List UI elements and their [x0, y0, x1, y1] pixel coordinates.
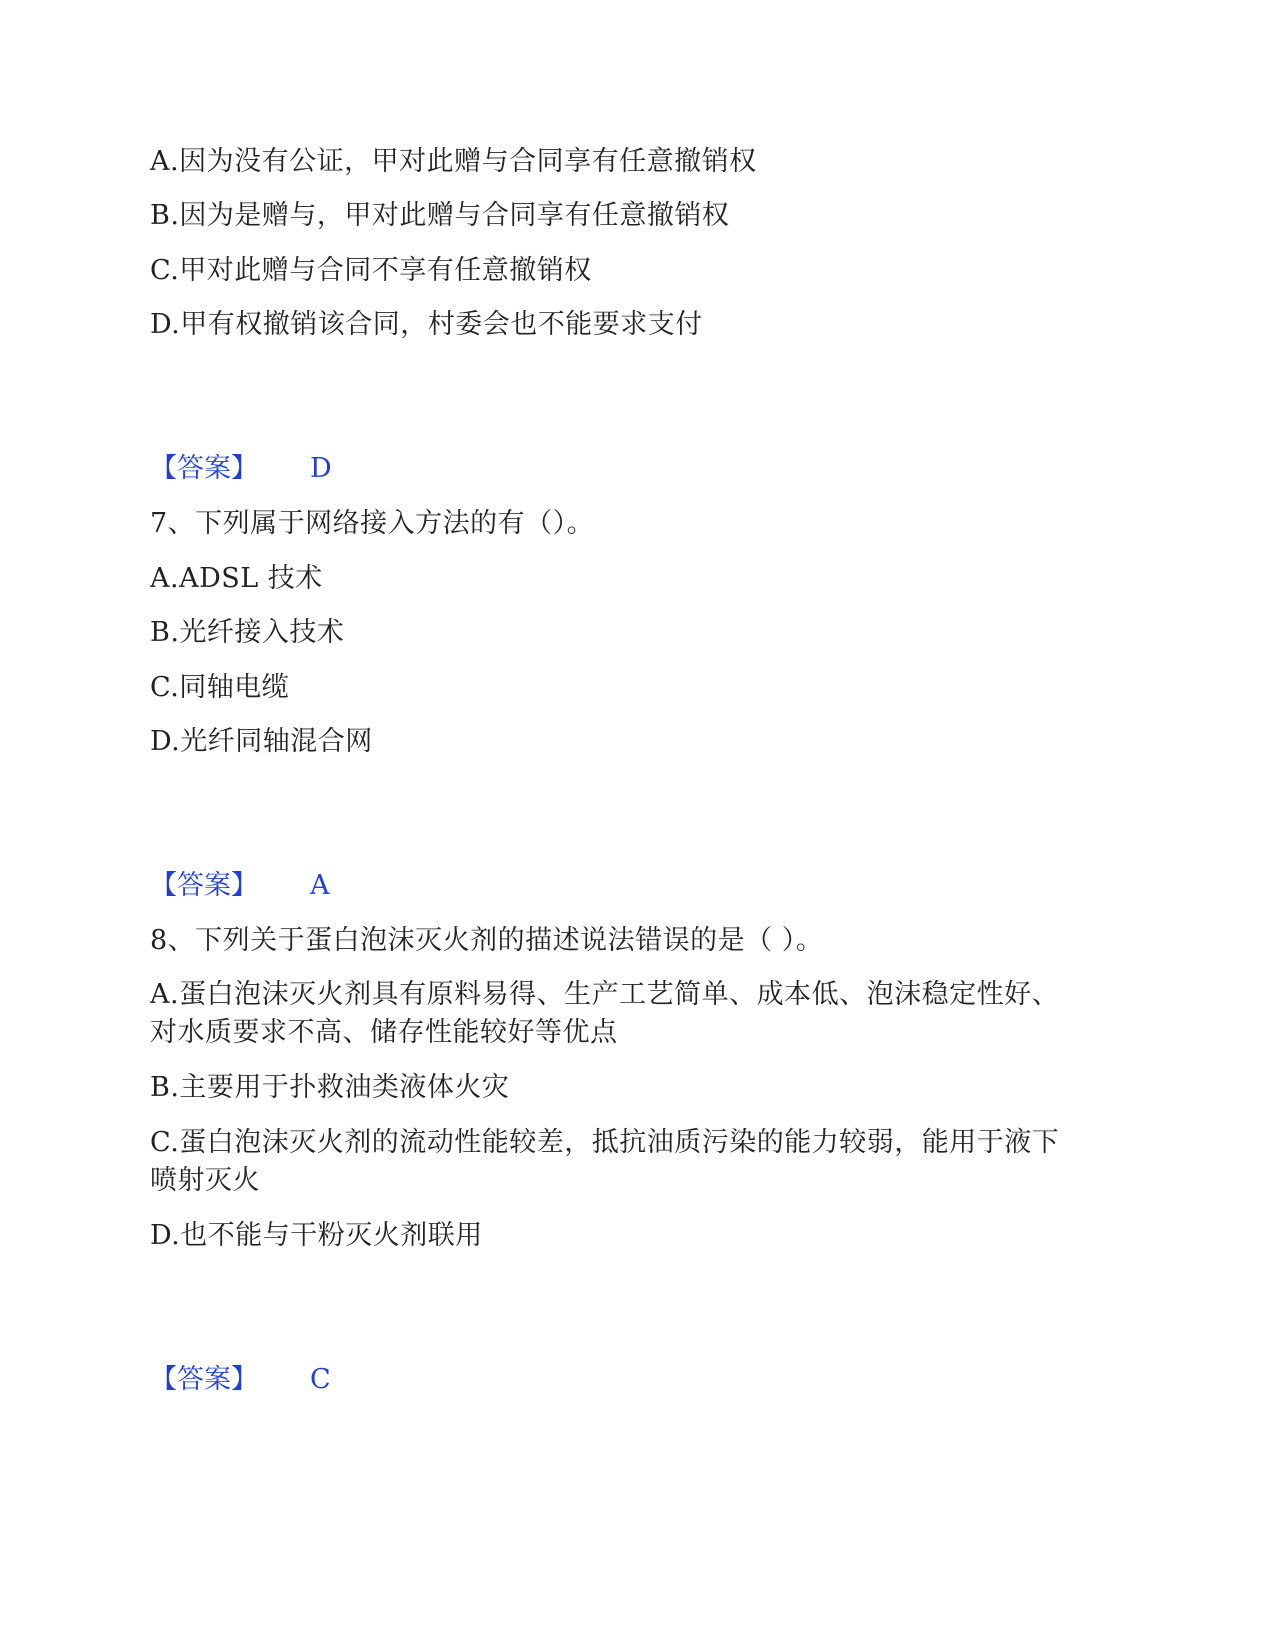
q7-question: 7、下列属于网络接入方法的有（）。: [150, 508, 595, 539]
q8-answer: [150, 1360, 331, 1400]
q7-option-a: A.ADSL 技术: [150, 563, 323, 594]
q6-answer: [150, 449, 332, 489]
q7-answer-label: 【答案】: [150, 870, 258, 901]
q8-option-a-line2: 对水质要求不高、储存性能较好等优点: [150, 1017, 618, 1048]
q8-option-b: B.主要用于扑救油类液体火灾: [150, 1072, 510, 1103]
q8-question: 8、下列关于蛋白泡沫灭火剂的描述说法错误的是（ ）。: [150, 925, 824, 956]
q6-answer-value: D: [310, 453, 332, 484]
q6-option-a: A.因为没有公证，甲对此赠与合同享有任意撤销权: [150, 146, 757, 177]
q7-option-b: B.光纤接入技术: [150, 617, 345, 648]
q8-option-a-line1: A.蛋白泡沫灭火剂具有原料易得、生产工艺简单、成本低、泡沫稳定性好、: [150, 979, 1060, 1010]
q7-answer: [150, 866, 330, 906]
q7-option-c: C.同轴电缆: [150, 672, 290, 703]
q7-answer-value: A: [310, 870, 330, 901]
q8-option-c-line1: C.蛋白泡沫灭火剂的流动性能较差，抵抗油质污染的能力较弱，能用于液下: [150, 1127, 1060, 1158]
q6-option-b: B.因为是赠与，甲对此赠与合同享有任意撤销权: [150, 200, 730, 231]
q6-answer-label: 【答案】: [150, 453, 258, 484]
q8-answer-value: C: [310, 1364, 331, 1395]
q7-option-d: D.光纤同轴混合网: [150, 726, 373, 757]
q8-option-c-line2: 喷射灭火: [150, 1165, 260, 1196]
q6-option-c: C.甲对此赠与合同不享有任意撤销权: [150, 255, 592, 286]
q8-answer-label: 【答案】: [150, 1364, 258, 1395]
q6-option-d: D.甲有权撤销该合同，村委会也不能要求支付: [150, 309, 703, 340]
q8-option-d: D.也不能与干粉灭火剂联用: [150, 1220, 483, 1251]
